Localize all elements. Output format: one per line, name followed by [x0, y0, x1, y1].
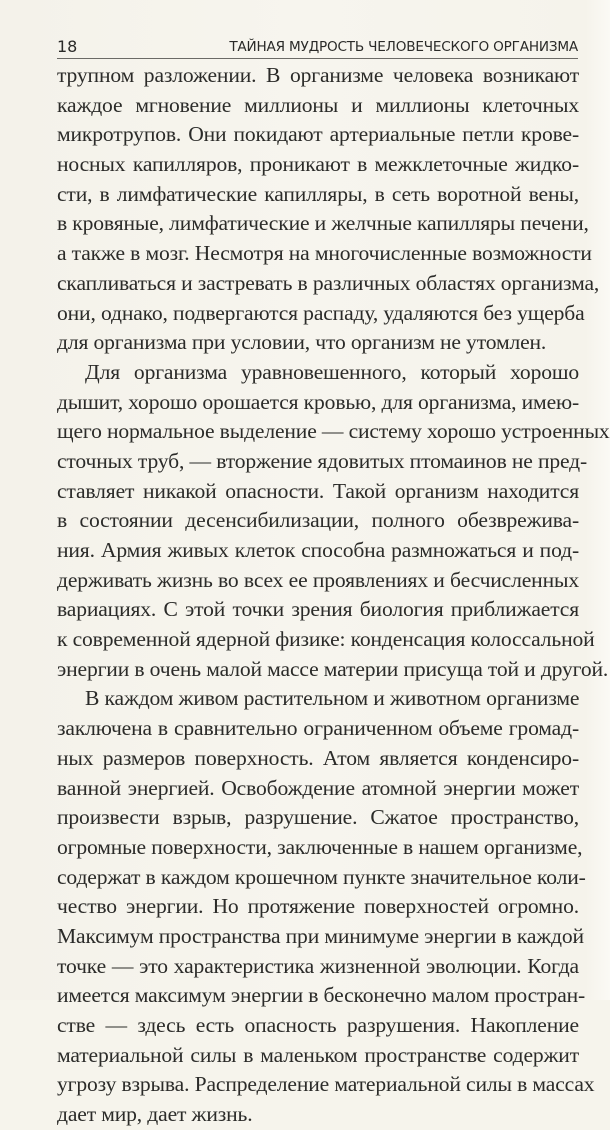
text-line: энергии в очень малой массе материи присуща той и другой. [57, 656, 609, 681]
text-line: трупном разложении. В организме человека возникают [57, 63, 579, 87]
text-line: в состоянии десенсибилизации, полного обезврежива- [57, 508, 579, 533]
text-line: для организма при условии, что организм не утомлен. [57, 330, 547, 355]
text-line: дышит, хорошо орошается кровью, для организма, имею- [57, 389, 580, 414]
text-line: Максимум пространства при минимуме энергии в каждой [57, 923, 584, 948]
paragraph-2 [57, 358, 610, 685]
text-line: носных капилляров, проникают в межклеточные жидко- [57, 152, 579, 177]
text-line: щего нормальное выделение — систему хорошо устроенных [57, 419, 610, 444]
text-line: стве — здесь есть опасность разрушения. Накопление [57, 1013, 579, 1037]
text-line: они, однако, подвергаются распаду, удаляются без ущерба [57, 300, 585, 325]
text-line: точке — это характеристика жизненной эволюции. Когда [57, 953, 579, 978]
text-line: а также в мозг. Несмотря на многочисленные возможности [57, 241, 592, 266]
paragraph-3 [57, 684, 595, 1129]
text-line: имеется максимум энергии в бесконечно малом простран- [57, 983, 586, 1008]
text-line: материальной силы в маленьком пространстве содержит [57, 1042, 579, 1067]
page-number: 18 [57, 37, 78, 56]
text-line: Для организма уравновешенного, который хорошо [85, 359, 579, 384]
text-line: содержат в каждом крошечном пункте значительное коли- [57, 864, 586, 889]
text-line: сточных труб, — вторжение ядовитых птомаинов не пред- [57, 448, 588, 473]
paragraph-1 [57, 61, 600, 358]
text-line: дает мир, дает жизнь. [57, 1102, 253, 1127]
text-line: угрозу взрыва. Распределение материальной силы в массах [57, 1072, 595, 1097]
text-line: заключена в сравнительно ограниченном объеме громад- [57, 716, 579, 741]
text-line: произвести взрыв, разрушение. Сжатое пространство, [57, 805, 579, 830]
text-line: держивать жизнь во всех ее проявлениях и бесчисленных [57, 567, 579, 592]
text-line: ния. Армия живых клеток способна размножаться и под- [57, 538, 579, 562]
book-title: ТАЙНАЯ МУДРОСТЬ ЧЕЛОВЕЧЕСКОГО ОРГАНИЗМА [229, 39, 578, 55]
text-line: вариациях. С этой точки зрения биология приближается [57, 597, 579, 622]
text-line: к современной ядерной физике: конденсация колоссальной [57, 627, 595, 652]
text-line: чество энергии. Но протяжение поверхностей огромно. [57, 894, 579, 919]
text-line: в кровяные, лимфатические и желчные капилляры печени, [57, 211, 589, 236]
body-text [57, 61, 610, 1130]
text-line: огромные поверхности, заключенные в нашем организме, [57, 834, 583, 859]
text-line: В каждом живом растительном и животном организме [85, 686, 580, 711]
text-line: микротрупов. Они покидают артериальные петли крове- [57, 122, 579, 147]
text-line: скапливаться и застревать в различных областях организма, [57, 270, 600, 295]
text-line: каждое мгновение миллионы и миллионы клеточных [57, 92, 579, 117]
text-line: ставляет никакой опасности. Такой организм находится [57, 478, 579, 503]
text-line: ных размеров поверхность. Атом является конденсиро- [57, 745, 579, 770]
running-head [57, 38, 578, 59]
text-line: ванной энергией. Освобождение атомной энергии может [57, 775, 579, 800]
text-line: сти, в лимфатические капилляры, в сеть воротной вены, [57, 181, 579, 206]
